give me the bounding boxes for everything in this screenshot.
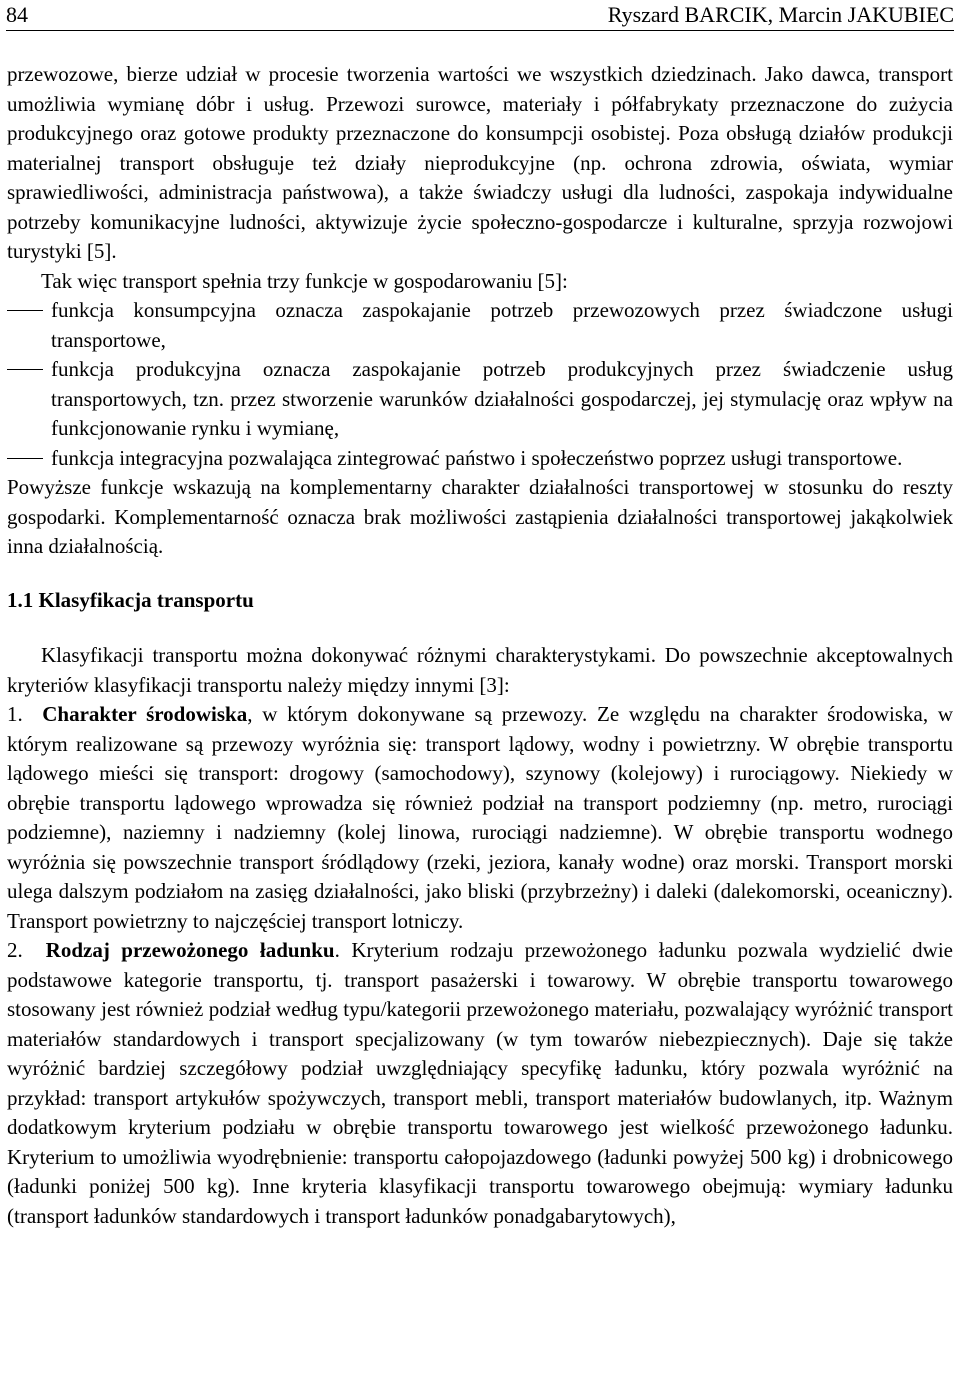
document-body <box>7 60 953 1231</box>
paragraph: Powyższe funkcje wskazują na komplementarny charakter działalności transportowej w stosunku do reszty gospodarki. Komplementarność oznacza brak możliwości zastąpienia działalności transportowej jakąkolwiek inna działalnością. <box>7 475 953 558</box>
dash-bullet <box>7 458 43 459</box>
list-item <box>7 355 953 444</box>
list-item <box>7 296 953 355</box>
list-item <box>7 444 953 474</box>
paragraph: Tak więc transport spełnia trzy funkcje w gospodarowaniu [5]: <box>41 268 568 293</box>
numbered-item <box>7 936 953 1231</box>
list-item-text: funkcja konsumpcyjna oznacza zaspokajanie potrzeb przewozowych przez świadczone usługi transportowe, <box>51 298 953 352</box>
section-heading: 1.1 Klasyfikacja transportu <box>7 587 254 612</box>
dash-bullet <box>7 310 43 311</box>
item-number: 1. <box>7 702 23 726</box>
item-number: 2. <box>7 938 23 962</box>
paragraph: przewozowe, bierze udział w procesie tworzenia wartości we wszystkich dziedzinach. Jako dawca, transport umożliwia wymianę dóbr i usług. Przewozi surowce, materiały i półfabrykaty przeznaczone do zużycia produkcyjnego oraz gotowe produkty przeznaczone do konsumpcji osobistej. Poza obsługą działów produkcji materialnej transport obsługuje też działy nieprodukcyjne (np. ochrona zdrowia, oświata, wymiar sprawiedliwości, administracja państwowa), a także świadczy usługi dla ludności, zaspokaja indywidualne potrzeby komunikacyjne ludności, aktywizuje życie społeczno-gospodarcze i kulturalne, sprzyja rozwojowi turystyki [5]. <box>7 62 953 263</box>
page-header <box>6 0 954 31</box>
item-term: Rodzaj przewożonego ładunku <box>45 938 335 962</box>
list-item-text: funkcja integracyjna pozwalająca zintegrować państwo i społeczeństwo poprzez usługi transportowe. <box>51 445 903 470</box>
item-text: . Kryterium rodzaju przewożonego ładunku pozwala wydzielić dwie podstawowe kategorie transportu, tj. transport pasażerski i towarowy. W obrębie transportu towarowego stosowany jest również podział według typu/kategorii przewożonego materiału, pozwalający wyróżnić transport materiałów standardowych i transport specjalizowany (w tym towarów niebezpiecznych). Daje się także wyróżnić bardziej szczegółowy podział uwzględniający specyfikę ładunku, który pozwala wyróżnić na przykład: transport artykułów spożywczych, transport mebli, transport materiałów budowlanych, itp. Ważnym dodatkowym kryterium podziału w obrębie transportu towarowego jest wielkość przewożonego ładunku. Kryterium to umożliwia wyodrębnienie: transportu całopojazdowego (ładunki powyżej 500 kg) i drobnicowego (ładunki poniżej 500 kg). Inne kryteria klasyfikacji transportu towarowego obejmują: wymiary ładunku (transport ładunków standardowych i transport ładunków ponadgabarytowych), <box>7 938 953 1228</box>
page-number: 84 <box>6 2 28 27</box>
item-term: Charakter środowiska <box>42 702 248 726</box>
list-item-text: funkcja produkcyjna oznacza zaspokajanie potrzeb produkcyjnych przez świadczenie usług transportowych, tzn. przez stworzenie warunków działalności gospodarczej, jej stymulację oraz wpływ na funkcjonowanie rynku i wymianę, <box>51 357 953 440</box>
dash-bullet <box>7 369 43 370</box>
paragraph: Klasyfikacji transportu można dokonywać różnymi charakterystykami. Do powszechnie akceptowalnych kryteriów klasyfikacji transportu należy między innymi [3]: <box>7 643 953 697</box>
item-text: , w którym dokonywane są przewozy. Ze względu na charakter środowiska, w którym realizowane są przewozy wyróżnia się: transport lądowy, wodny i powietrzny. W obrębie transportu lądowego mieści się transport: drogowy (samochodowy), szynowy (kolejowy) i rurociągowy. Niekiedy w obrębie transportu lądowego wprowadza się również podział na transport podziemny (np. metro, rurociągi podziemne), naziemny i nadziemny (kolej linowa, rurociągi nadziemne). W obrębie transportu wodnego wyróżnia się powszechnie transport śródlądowy (rzeki, jeziora, kanały wodne) oraz morski. Transport morski ulega dalszym podziałom na zasięg działalności, jako bliski (przybrzeżny) i daleki (dalekomorski, oceaniczny). Transport powietrzny to najczęściej transport lotniczy. <box>7 702 953 933</box>
running-head: Ryszard BARCIK, Marcin JAKUBIEC <box>607 2 954 27</box>
numbered-item <box>7 700 953 936</box>
